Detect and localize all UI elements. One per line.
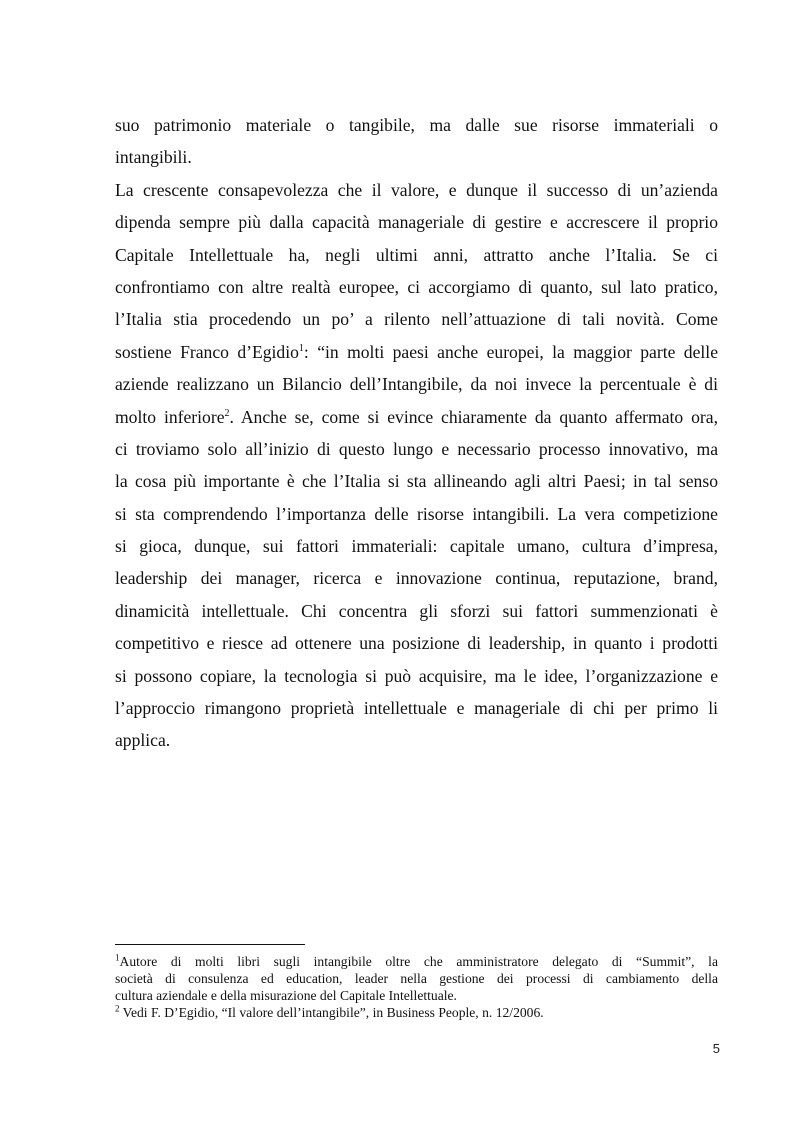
body-line: suo patrimonio materiale o tangibile, ma dalle sue risorse immateriali o bbox=[115, 115, 718, 135]
body-line: si sta comprendendo l’importanza delle risorse intangibili. La vera competizione bbox=[115, 503, 718, 524]
body-line-with-footnote-ref bbox=[115, 336, 718, 368]
body-line: competitivo e riesce ad ottenere una posizione di leadership, in quanto i prodotti bbox=[115, 633, 718, 654]
body-line: ci troviamo solo all’inizio di questo lungo e necessario processo innovativo, ma bbox=[115, 438, 718, 459]
footnotes bbox=[115, 953, 718, 1021]
footnote-1-line: cultura aziendale e della misurazione del Capitale Intellettuale. bbox=[115, 988, 457, 1003]
footnote-1-line: società di consulenza ed education, leader nella gestione dei processi di cambiamento della bbox=[115, 971, 718, 986]
footnote-ref-1[interactable]: 1 bbox=[298, 342, 304, 354]
body-line: si gioca, dunque, sui fattori immateriali: capitale umano, cultura d’impresa, bbox=[115, 536, 718, 557]
body-line: leadership dei manager, ricerca e innovazione continua, reputazione, brand, bbox=[115, 568, 718, 589]
body-line: confrontiamo con altre realtà europee, ci accorgiamo di quanto, sul lato pratico, bbox=[115, 276, 718, 297]
body-text-fragment: : “in molti paesi anche europei, la maggior parte delle bbox=[303, 341, 719, 362]
body-line: dinamicità intellettuale. Chi concentra gli sforzi sui fattori summenzionati è bbox=[115, 600, 718, 621]
body-line: Capitale Intellettuale ha, negli ultimi anni, attratto anche l’Italia. Se ci bbox=[115, 244, 718, 265]
body-line: aziende realizzano un Bilancio dell’Intangibile, da noi invece la percentuale è di bbox=[115, 374, 718, 395]
body-text-fragment: sostiene Franco d’Egidio bbox=[115, 341, 299, 362]
footnote-separator bbox=[115, 944, 305, 945]
body-line: la cosa più importante è che l’Italia si sta allineando agli altri Paesi; in tal senso bbox=[115, 471, 718, 492]
body-line-with-footnote-ref bbox=[115, 401, 718, 433]
body-text-fragment: . Anche se, come si evince chiaramente da quanto affermato ora, bbox=[229, 406, 718, 427]
footnote-marker-1: 1 bbox=[115, 952, 120, 963]
footnote-1-line bbox=[115, 953, 718, 970]
body-line: si possono copiare, la tecnologia si può acquisire, ma le idee, l’organizzazione e bbox=[115, 665, 718, 686]
footnote-text: Vedi F. D’Egidio, “Il valore dell’intangibile”, in Business People, n. 12/2006. bbox=[119, 1005, 544, 1020]
footnote-marker-2: 2 bbox=[115, 1003, 120, 1014]
body-line: intangibili. bbox=[115, 147, 192, 168]
footnote-ref-2[interactable]: 2 bbox=[224, 407, 230, 419]
body-line: l’approccio rimangono proprietà intellettuale e manageriale di chi per primo li bbox=[115, 698, 718, 719]
body-line: La crescente consapevolezza che il valore, e dunque il successo di un’azienda bbox=[115, 179, 718, 200]
body-paragraphs bbox=[115, 109, 718, 757]
footnote-text: Autore di molti libri sugli intangibile oltre che amministratore delegato di “Summit”, la bbox=[119, 954, 718, 969]
body-line: dipenda sempre più dalla capacità manageriale di gestire e accrescere il proprio bbox=[115, 212, 718, 233]
footnote-2-line bbox=[115, 1004, 718, 1021]
page-number: 5 bbox=[712, 1041, 720, 1056]
body-line: applica. bbox=[115, 730, 171, 751]
body-text-fragment: molto inferiore bbox=[115, 406, 225, 427]
body-line: l’Italia stia procedendo un po’ a rilento nell’attuazione di tali novità. Come bbox=[115, 309, 718, 330]
